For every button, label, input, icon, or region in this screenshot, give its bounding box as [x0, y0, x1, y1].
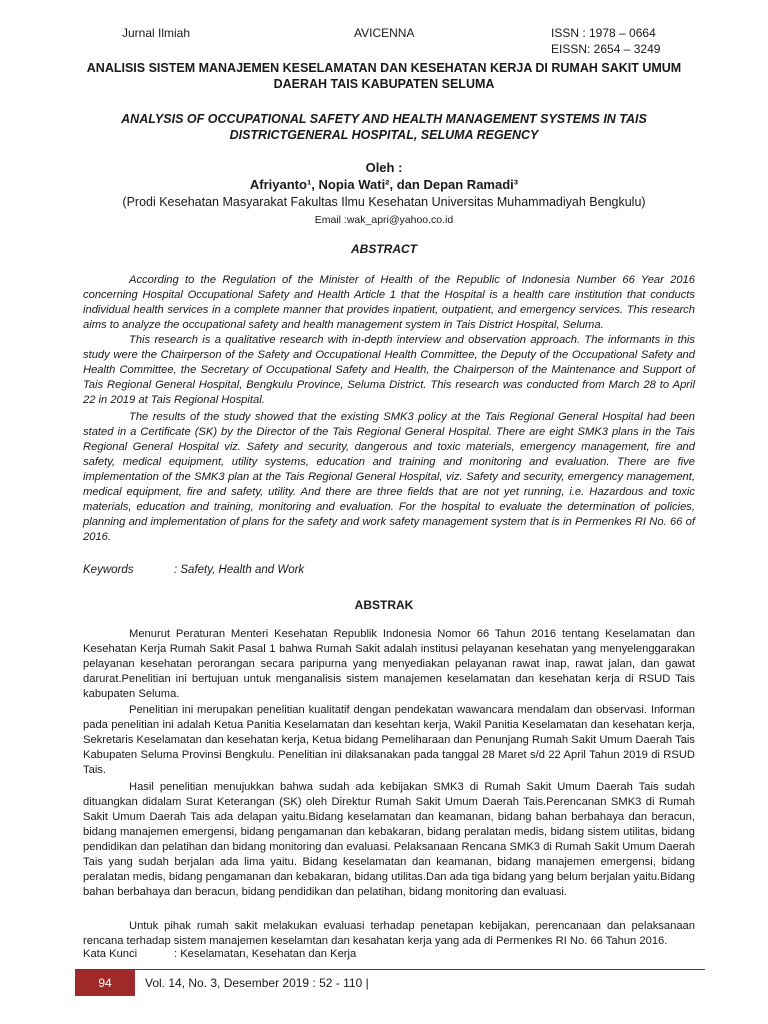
journal-name: AVICENNA	[354, 26, 415, 40]
volume-info: Vol. 14, No. 3, Desember 2019 : 52 - 110 |	[145, 976, 369, 990]
title-english	[60, 111, 708, 143]
abstrak-paragraph-3: Hasil penelitian menujukkan bahwa sudah ada kebijakan SMK3 di Rumah Sakit Umum Daerah Tais sudah dituangkan didalam Surat Keterangan (SK) oleh Direktur Rumah Sakit Umum Daerah Tais.Perencanan SMK3 di Rumah Sakit Umum Daerah Tais ada delapan yaitu.Bidang keselamatan dan keamanan, bidang bahan berbahaya dan beracun, bidang manajemen emergensi, bidang pengamanan dan kebakaran, bidang peralatan medis, bidang sistem utilitas, bidang pendidikan dan pelatihan dan bidang monitoring dan evaluasi. Pelaksanaan Rencana SMK3 di Rumah Sakit Umum Daerah Tais yang sudah berjalan ada lima yaitu. Bidang keselamatan dan keamanan, bidang manajemen emergensi, bidang peralatan medis, bidang pengamanan dan kebakaran, bidang utilitas.Dan ada tiga bidang yang belum berjalan yaitu.Bidang bahan berbahaya dan beracun, bidang pendidikan dan pelatihan, bidang monitoring dan evaluasi.	[83, 781, 695, 898]
abstract-paragraph-1: According to the Regulation of the Minister of Health of the Republic of Indonesia Number 66 Year 2016 concerning Hospital Occupational Safety and Health Article 1 that the Hospital is a health care institution that conducts individual health services in a complete manner that provides inpatient, outpatient, and emergency services. This research aims to analyze the occupational safety and health management system in Tais District Hospital, Seluma.	[83, 274, 695, 331]
email: Email :wak_apri@yahoo.co.id	[314, 214, 454, 226]
kata-kunci-value: : Keselamatan, Kesehatan dan Kerja	[174, 948, 357, 960]
title-en-line-2: DISTRICTGENERAL HOSPITAL, SELUMA REGENCY	[229, 128, 539, 142]
abstrak-paragraph-2: Penelitian ini merupakan penelitian kualitatif dengan pendekatan wawancara mendalam dan observasi. Informan pada penelitian ini adalah Ketua Panitia Keselamatan dan kesehtan kerja, Wakil Panitia Keselamatan dan kesehatan kerja, Sekretaris Keselamatan dan kesehatan kerja, Ketua bidang Pemeliharaan dan Penunjang Rumah Sakit Umum Daerah Tais Kabupaten Seluma Provinsi Bengkulu. Penelitian ini dilaksanakan pada tanggal 28 Maret s/d 22 April Tahun 2019 di RSUD Tais.	[83, 704, 695, 776]
keywords-value: : Safety, Health and Work	[174, 564, 305, 576]
abstract-paragraph-2: This research is a qualitative research with in-depth interview and observation approach. The informants in this study were the Chairperson of the Safety and Occupational Health Committee, the Deputy of the Occupational Safety and Health Committee, the Secretary of Occupational Safety and Health, the Chairperson of the Maintenance and Support of Tais Regional General Hospital, Bengkulu Province, Seluma District. This research was conducted from March 28 to April 22 in 2019 at Tais Regional Hospital.	[83, 334, 695, 406]
abstrak-paragraph-1: Menurut Peraturan Menteri Kesehatan Republik Indonesia Nomor 66 Tahun 2016 tentang Keselamatan dan Kesehatan Kerja Rumah Sakit Pasal 1 bahwa Rumah Sakit adalah institusi pelayanan kesehatan yang menyelenggarakan pelayanan kesehatan perorangan secara paripurna yang menyediakan pelayanan rawat inap, rawat jalan, dan gawat darurat.Penelitian ini bertujuan untuk menganalisis sistem manajemen keselamatan dan kesehatan kerja di RSUD Tais kabupaten Seluma.	[83, 628, 695, 700]
oleh-label: Oleh :	[365, 160, 403, 175]
abstrak-heading: ABSTRAK	[354, 598, 414, 612]
affiliation: (Prodi Kesehatan Masyarakat Fakultas Ilmu Kesehatan Universitas Muhammadiyah Bengkulu)	[122, 195, 646, 209]
footer-divider	[75, 969, 705, 970]
abstract-heading: ABSTRACT	[351, 242, 417, 256]
abstract-paragraph-3: The results of the study showed that the existing SMK3 policy at the Tais Regional General Hospital had been stated in a Certificate (SK) by the Director of the Tais Regional General Hospital. There are eight SMK3 plans in the Tais Regional General Hospital viz. Safety and security, dangerous and toxic materials, emergency management, fire and safety, medical equipment, utility systems, education and training and monitoring and evaluation. There are five implementation of the SMK3 plan at the Tais Regional General Hospital, viz. Safety and security, emergency management, medical equipment, fire and safety, utility. And there are three fields that are not yet running, i.e. Hazardous and toxic materials, education and training, monitoring and evaluation. For the hospital to evaluate the determination of policies, planning and implementation of plans for the safety and work safety management system that is in Permenkes RI No. 66 of 2016.	[83, 411, 695, 543]
kata-kunci-label: Kata Kunci	[83, 948, 138, 960]
eissn: EISSN: 2654 – 3249	[551, 42, 661, 56]
title-indonesian	[60, 60, 708, 92]
title-id-line-2: DAERAH TAIS KABUPATEN SELUMA	[273, 77, 495, 91]
authors: Afriyanto¹, Nopia Wati², dan Depan Ramadi³	[249, 177, 519, 192]
title-en-line-1: ANALYSIS OF OCCUPATIONAL SAFETY AND HEALTH MANAGEMENT SYSTEMS IN TAIS	[121, 112, 647, 126]
keywords-label: Keywords	[83, 564, 134, 576]
abstrak-paragraph-4: Untuk pihak rumah sakit melakukan evaluasi terhadap penetapan kebijakan, perencanaan dan pelaksanaan rencana terhadap sistem manajemen keselamtan dan kesahatan kerja yang ada di Permenkes RI No. 66 Tahun 2016.	[83, 920, 695, 947]
title-id-line-1: ANALISIS SISTEM MANAJEMEN KESELAMATAN DAN KESEHATAN KERJA DI RUMAH SAKIT UMUM	[86, 61, 682, 75]
journal-label: Jurnal Ilmiah	[122, 26, 191, 40]
issn: ISSN : 1978 – 0664	[551, 26, 656, 40]
page-number: 94	[98, 976, 112, 990]
